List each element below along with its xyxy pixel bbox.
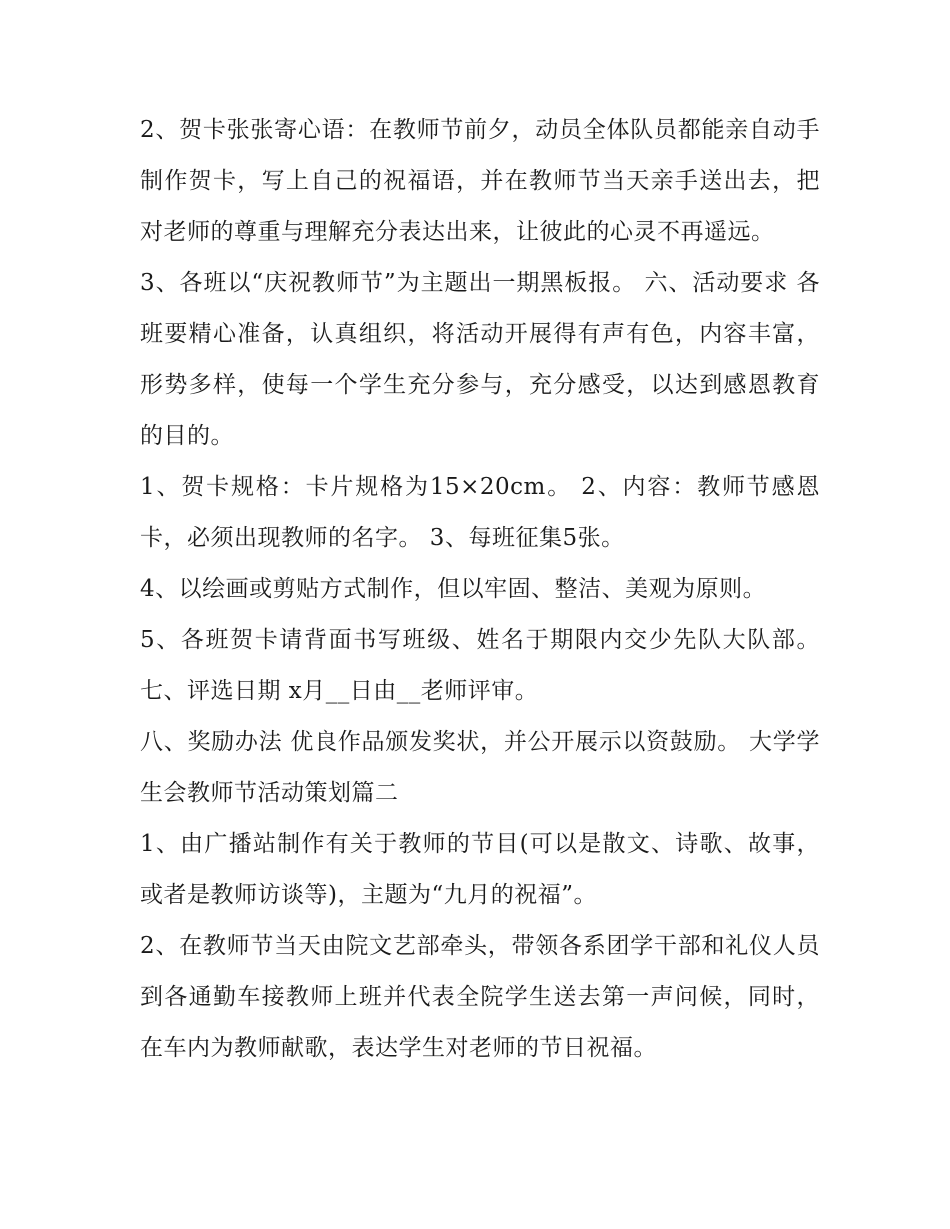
paragraph-greeting-cards: 2、贺卡张张寄心语：在教师节前夕，动员全体队员都能亲自动手制作贺卡，写上自己的祝福语，并在教师节当天亲手送出去，把对老师的尊重与理解充分表达出来，让彼此的心灵不再遥远。 [140, 117, 820, 245]
paragraph-teacher-greeting: 2、在教师节当天由院文艺部牵头，带领各系团学干部和礼仪人员到各通勤车接教师上班并代表全院学生送去第一声问候，同时，在车内为教师献歌，表达学生对老师的节日祝福。 [140, 933, 820, 1061]
document-page [140, 105, 820, 1074]
paragraph-broadcast-program: 1、由广播站制作有关于教师的节目(可以是散文、诗歌、故事，或者是教师访谈等)，主题为“九月的祝福”。 [140, 831, 820, 908]
paragraph-submission-judging: 5、各班贺卡请背面书写班级、姓名于期限内交少先队大队部。 七、评选日期 x月__日由__老师评审。 [140, 627, 820, 704]
paragraph-production-method: 4、以绘画或剪贴方式制作，但以牢固、整洁、美观为原则。 [140, 576, 767, 602]
paragraph-card-specs: 1、贺卡规格：卡片规格为15×20cm。 2、内容：教师节感恩卡，必须出现教师的名字。 3、每班征集5张。 [140, 474, 820, 551]
paragraph-rewards: 八、奖励办法 优良作品颁发奖状，并公开展示以资鼓励。 大学学生会教师节活动策划篇二 [140, 729, 820, 806]
paragraph-blackboard-requirements: 3、各班以“庆祝教师节”为主题出一期黑板报。 六、活动要求 各班要精心准备，认真组织，将活动开展得有声有色，内容丰富，形势多样，使每一个学生充分参与，充分感受，以达到感恩教育的目的。 [140, 270, 820, 449]
